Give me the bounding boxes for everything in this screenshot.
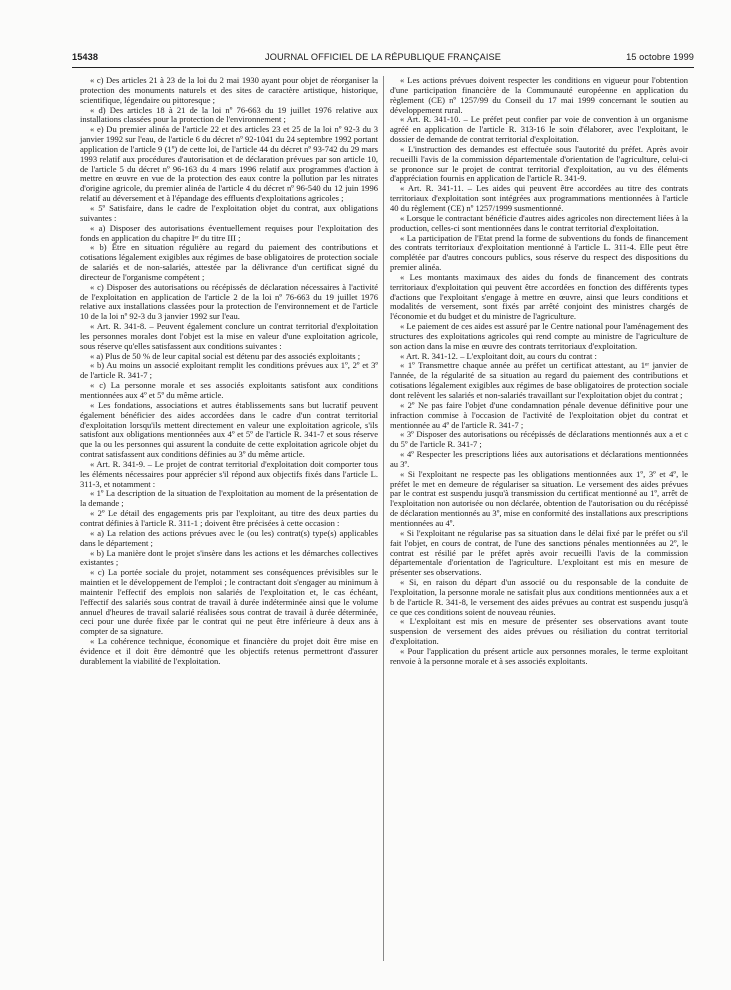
- paragraph: « L'exploitant est mis en mesure de présenter ses observations avant toute suspension de versement des aides prévues ou résiliation du contrat territorial d'exploitation.: [390, 616, 688, 647]
- paragraph: « 5º Satisfaire, dans le cadre de l'exploitation objet du contrat, aux obligations suivantes :: [80, 202, 378, 223]
- paragraph: « e) Du premier alinéa de l'article 22 et des articles 23 et 25 de la loi nº 92-3 du 3 janvier 1992 sur l'eau, de l'article 6 du décret nº 92-1041 du 24 septembre 1992 portant application de l'article 9 (1º) de cette loi, de l'article 44 du décret nº 93-742 du 29 mars 1993 relatif aux procédures d'autorisation et de déclaration prévues par son article 10, de l'article 5 du décret nº 96-163 du 4 mars 1996 relatif aux programmes d'action à mettre en œuvre en vue de la protection des eaux contre la pollution par les nitrates d'origine agricole, du premier alinéa de l'article 4 du décret nº 96-540 du 12 juin 1996 relatif au déversement et à l'épandage des effluents d'exploitations agricoles ;: [80, 124, 378, 204]
- paragraph: « b) Au moins un associé exploitant remplit les conditions prévues aux 1º, 2º et 3º de l'article R. 341-7 ;: [80, 360, 378, 381]
- paragraph: « Si l'exploitant ne régularise pas sa situation dans le délai fixé par le préfet ou s'il fait l'objet, en cours de contrat, de l'une des sanctions pénales mentionnées au 2º, le contrat est résilié par le préfet après avoir recueilli l'avis de la commission départementale d'orientation de l'agriculture. L'exploitant est mis en mesure de présenter ses observations.: [390, 527, 688, 578]
- paragraph: « 2º Le détail des engagements pris par l'exploitant, au titre des deux parties du contrat définies à l'article R. 311-1 ; doivent être précisées à cette occasion :: [80, 508, 378, 528]
- column-divider: [383, 76, 384, 961]
- paragraph: « Art. R. 341-11. – Les aides qui peuvent être accordées au titre des contrats territoriaux d'exploitation sont intégrées aux programmations mentionnées à l'article 40 du règlement (CE) nº 1257/1999 susmentionné.: [390, 183, 688, 213]
- paragraph: « Si l'exploitant ne respecte pas les obligations mentionnées aux 1º, 3º et 4º, le préfet le met en demeure de régulariser sa situation. Le versement des aides prévues par le contrat est suspendu jusqu'à transmission du certificat mentionné au 1º, arrêt de l'exploitation non autorisée ou non déclarée, obtention de l'autorisation ou du récépissé de déclaration mentionnés au 3º, mise en conformité des installations aux prescriptions mentionnées au 4º.: [390, 468, 688, 528]
- paragraph: « Art. R. 341-10. – Le préfet peut confier par voie de convention à un organisme agréé en application de l'article R. 313-16 le soin d'élaborer, avec l'exploitant, le dossier de demande de contrat territorial d'exploitation.: [390, 114, 688, 145]
- paragraph: « L'instruction des demandes est effectuée sous l'autorité du préfet. Après avoir recueilli l'avis de la commission départementale d'orientation de l'agriculture, celui-ci se prononce sur le projet de contrat territorial d'exploitation, au vu des éléments d'appréciation fournis en application de l'article R. 341-9.: [390, 143, 688, 184]
- paragraph: « b) Être en situation régulière au regard du paiement des contributions et cotisations légalement exigibles aux régimes de base obligatoires de protection sociale de salariés et de non-salariés, attestée par la délivrance d'un certificat signé du directeur de l'organisme compétent ;: [80, 242, 378, 282]
- paragraph: « Lorsque le contractant bénéficie d'autres aides agricoles non directement liées à la production, celles-ci sont mentionnées dans le contrat territorial d'exploitation.: [390, 212, 688, 233]
- header-rule: [72, 67, 694, 68]
- paragraph: « Les fondations, associations et autres établissements sans but lucratif peuvent également bénéficier des aides accordées dans le cadre d'un contrat territorial d'exploitation lorsqu'ils mettent directement en valeur une exploitation agricole, s'ils satisfont aux obligations mentionnées aux 4º et 5º de l'article R. 341-7 et sous réserve que la ou les personnes qui assurent la conduite de cette exploitation agricole objet du contrat satisfassent aux conditions définies au 3º du même article.: [80, 399, 378, 460]
- paragraph: « c) La portée sociale du projet, notamment ses conséquences prévisibles sur le maintien et le développement de l'emploi ; le contractant doit s'engager au minimum à maintenir l'effectif des emplois non salariés de l'exploitation et, le cas échéant, l'effectif des salariés sous contrat de travail à durée indéterminée ainsi que le volume annuel d'heures de travail salarié réalisées sous contrat de travail à durée déterminée, ceci pour une durée fixée par le contrat qui ne peut être inférieure à deux ans à compter de sa signature.: [80, 567, 378, 637]
- paragraph: « Art. R. 341-8. – Peuvent également conclure un contrat territorial d'exploitation les personnes morales dont l'objet est la mise en valeur d'une exploitation agricole, sous réserve qu'elles satisfassent aux conditions suivantes :: [80, 321, 378, 351]
- page-number: 15438: [72, 52, 99, 62]
- paragraph: « a) Disposer des autorisations éventuellement requises pour l'exploitation des fonds en application du chapitre Iᵉʳ du titre III ;: [80, 222, 378, 243]
- paragraph: « Art. R. 341-12. – L'exploitant doit, au cours du contrat :: [400, 350, 597, 361]
- paragraph: « Pour l'application du présent article aux personnes morales, le terme exploitant renvoie à la personne morale et à ses associés exploitants.: [390, 645, 688, 666]
- paragraph: « c) La personne morale et ses associés exploitants satisfont aux conditions mentionnées aux 4º et 5º du même article.: [80, 380, 378, 400]
- paragraph: « Les actions prévues doivent respecter les conditions en vigueur pour l'obtention d'une participation financière de la Communauté européenne en application du règlement (CE) nº 1257/99 du Conseil du 17 mai 1999 concernant le soutien au développement rural.: [390, 75, 688, 115]
- paragraph: « Art. R. 341-9. – Le projet de contrat territorial d'exploitation doit comporter tous les éléments nécessaires pour apprécier s'il répond aux objectifs fixés dans l'article L. 311-3, et notamment :: [80, 458, 378, 489]
- paragraph: « 1º La description de la situation de l'exploitation au moment de la présentation de la demande ;: [80, 488, 378, 509]
- paragraph: « 3º Disposer des autorisations ou récépissés de déclarations mentionnés aux a et c du 5º de l'article R. 341-7 ;: [390, 429, 688, 450]
- journal-title: JOURNAL OFFICIEL DE LA RÉPUBLIQUE FRANÇAISE: [265, 52, 501, 62]
- paragraph: « b) La manière dont le projet s'insère dans les actions et les démarches collectives existantes ;: [80, 547, 378, 568]
- left-column: [80, 76, 378, 667]
- paragraph: « Le paiement de ces aides est assuré par le Centre national pour l'aménagement des structures des exploitations agricoles qui rend compte au ministre de l'agriculture de son action dans la mise en œuvre des contrats territoriaux d'exploitation.: [390, 321, 688, 351]
- paragraph: « 1º Transmettre chaque année au préfet un certificat attestant, au 1ᵉʳ janvier de l'année, de la régularité de sa situation au regard du paiement des contributions et cotisations légalement exigibles aux régimes de base obligatoires de protection sociale dont relèvent les salariés et non-salariés travaillant sur l'exploitation objet du contrat ;: [390, 360, 688, 400]
- page-header: [72, 52, 694, 66]
- paragraph: « La participation de l'Etat prend la forme de subventions du fonds de financement des contrats territoriaux d'exploitation mentionné à l'article L. 311-4. Elle peut être complétée par d'autres concours publics, sous réserve du respect des dispositions du premier alinéa.: [390, 232, 688, 273]
- paragraph: « 4º Respecter les prescriptions liées aux autorisations et déclarations mentionnées au 3º.: [390, 449, 688, 469]
- paragraph: « c) Des articles 21 à 23 de la loi du 2 mai 1930 ayant pour objet de réorganiser la protection des monuments naturels et des sites de caractère artistique, historique, scientifique, légendaire ou pittoresque ;: [80, 75, 378, 105]
- paragraph: « c) Disposer des autorisations ou récépissés de déclaration nécessaires à l'activité de l'exploitation en application de l'article 2 de la loi nº 76-663 du 19 juillet 1976 relative aux installations classées pour la protection de l'environnement et de l'article 10 de la loi nº 92-3 du 3 janvier 1992 sur l'eau.: [80, 281, 378, 322]
- paragraph: « a) Plus de 50 % de leur capital social est détenu par des associés exploitants ;: [90, 350, 361, 361]
- paragraph: « Les montants maximaux des aides du fonds de financement des contrats territoriaux d'exploitation qui peuvent être accordées en fonction des différents types d'actions que l'exploitant s'engage à mettre en œuvre, ainsi que leurs conditions et modalités de versement, sont fixés par arrêté conjoint des ministres chargés de l'économie et du budget et du ministre de l'agriculture.: [390, 271, 688, 322]
- paragraph: « d) Des articles 18 à 21 de la loi nº 76-663 du 19 juillet 1976 relative aux installations classées pour la protection de l'environnement ;: [80, 104, 378, 125]
- paragraph: « Si, en raison du départ d'un associé ou du responsable de la conduite de l'exploitation, la personne morale ne satisfait plus aux conditions mentionnées aux a et b de l'article R. 341-8, le versement des aides prévues au contrat est suspendu jusqu'à ce que ces conditions soient de nouveau réunies.: [390, 577, 688, 617]
- right-column: [390, 76, 688, 667]
- paragraph: « a) La relation des actions prévues avec le (ou les) contrat(s) type(s) applicables dans le département ;: [80, 527, 378, 548]
- publication-date: 15 octobre 1999: [626, 52, 694, 62]
- paragraph: « 2º Ne pas faire l'objet d'une condamnation pénale devenue définitive pour une infraction commise à l'occasion de l'activité de l'exploitation objet du contrat et mentionnée au 4º de l'article R. 341-7 ;: [390, 399, 688, 430]
- paragraph: « La cohérence technique, économique et financière du projet doit être mise en évidence et il doit être démontré que les objectifs retenus permettront d'assurer durablement la viabilité de l'exploitation.: [80, 636, 378, 666]
